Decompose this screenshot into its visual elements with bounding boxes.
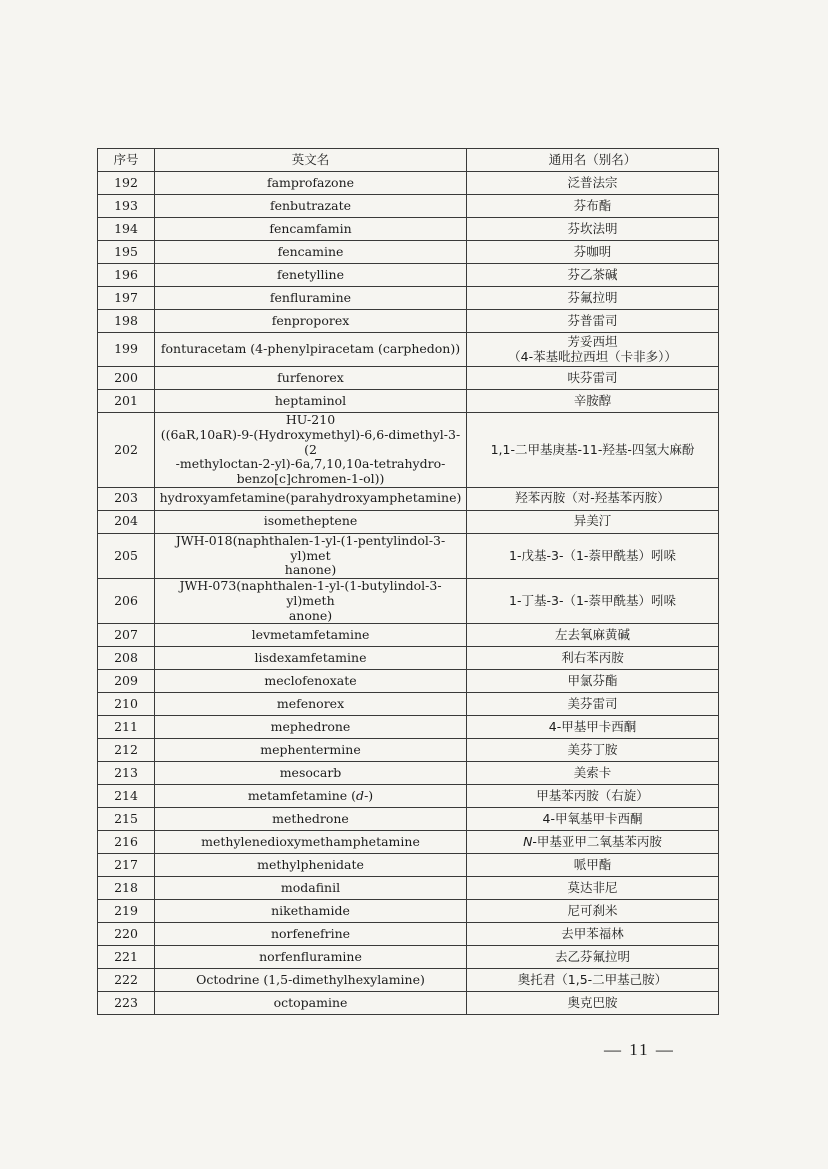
row-common-name: 1-戊基-3-（1-萘甲酰基）吲哚 bbox=[467, 533, 719, 578]
table-row bbox=[98, 946, 719, 969]
row-number: 207 bbox=[98, 624, 155, 647]
header-number: 序号 bbox=[98, 149, 155, 172]
row-english-name: methedrone bbox=[155, 808, 467, 831]
row-common-name: 利右苯丙胺 bbox=[467, 647, 719, 670]
row-common-name: 羟苯丙胺（对-羟基苯丙胺） bbox=[467, 487, 719, 510]
table-row bbox=[98, 333, 719, 367]
table-row bbox=[98, 969, 719, 992]
table-row bbox=[98, 992, 719, 1015]
row-number: 204 bbox=[98, 510, 155, 533]
table-row bbox=[98, 218, 719, 241]
row-english-name: metamfetamine (d-) bbox=[155, 785, 467, 808]
row-english-name: nikethamide bbox=[155, 900, 467, 923]
row-number: 195 bbox=[98, 241, 155, 264]
row-english-name: methylphenidate bbox=[155, 854, 467, 877]
row-english-name: norfenfluramine bbox=[155, 946, 467, 969]
header-english-name: 英文名 bbox=[155, 149, 467, 172]
row-common-name: 甲基苯丙胺（右旋） bbox=[467, 785, 719, 808]
row-number: 209 bbox=[98, 670, 155, 693]
row-english-name: mephedrone bbox=[155, 716, 467, 739]
row-common-name: 泛普法宗 bbox=[467, 172, 719, 195]
row-number: 202 bbox=[98, 413, 155, 488]
row-number: 193 bbox=[98, 195, 155, 218]
row-common-name: 左去氧麻黄碱 bbox=[467, 624, 719, 647]
row-english-name: Octodrine (1,5-dimethylhexylamine) bbox=[155, 969, 467, 992]
table-row bbox=[98, 287, 719, 310]
row-common-name: N-甲基亚甲二氧基苯丙胺 bbox=[467, 831, 719, 854]
row-common-name: 芬坎法明 bbox=[467, 218, 719, 241]
row-english-name: meclofenoxate bbox=[155, 670, 467, 693]
table-row bbox=[98, 900, 719, 923]
table-row bbox=[98, 647, 719, 670]
row-common-name: 芬咖明 bbox=[467, 241, 719, 264]
row-number: 214 bbox=[98, 785, 155, 808]
row-english-name: famprofazone bbox=[155, 172, 467, 195]
row-english-name: fenbutrazate bbox=[155, 195, 467, 218]
row-common-name: 4-甲氧基甲卡西酮 bbox=[467, 808, 719, 831]
table-row bbox=[98, 579, 719, 624]
row-number: 198 bbox=[98, 310, 155, 333]
row-number: 220 bbox=[98, 923, 155, 946]
row-english-name: mesocarb bbox=[155, 762, 467, 785]
row-number: 211 bbox=[98, 716, 155, 739]
row-common-name: 芬普雷司 bbox=[467, 310, 719, 333]
row-number: 201 bbox=[98, 390, 155, 413]
table-row bbox=[98, 854, 719, 877]
row-number: 197 bbox=[98, 287, 155, 310]
table-row bbox=[98, 923, 719, 946]
table-row bbox=[98, 310, 719, 333]
row-common-name: 芬布酯 bbox=[467, 195, 719, 218]
row-english-name: fenfluramine bbox=[155, 287, 467, 310]
row-english-name: levmetamfetamine bbox=[155, 624, 467, 647]
row-english-name: furfenorex bbox=[155, 367, 467, 390]
row-common-name: 美索卡 bbox=[467, 762, 719, 785]
table-row bbox=[98, 739, 719, 762]
row-common-name: 哌甲酯 bbox=[467, 854, 719, 877]
row-common-name: 甲氯芬酯 bbox=[467, 670, 719, 693]
table-row bbox=[98, 413, 719, 488]
table-row bbox=[98, 487, 719, 510]
row-common-name: 奥托君（1,5-二甲基己胺） bbox=[467, 969, 719, 992]
table-row bbox=[98, 762, 719, 785]
table-row bbox=[98, 831, 719, 854]
row-number: 205 bbox=[98, 533, 155, 578]
row-number: 219 bbox=[98, 900, 155, 923]
row-number: 217 bbox=[98, 854, 155, 877]
table-row bbox=[98, 624, 719, 647]
row-number: 223 bbox=[98, 992, 155, 1015]
row-common-name: 1,1-二甲基庚基-11-羟基-四氢大麻酚 bbox=[467, 413, 719, 488]
row-common-name: 去乙芬氟拉明 bbox=[467, 946, 719, 969]
row-common-name: 芬乙茶碱 bbox=[467, 264, 719, 287]
row-common-name: 美芬雷司 bbox=[467, 693, 719, 716]
row-common-name: 奥克巴胺 bbox=[467, 992, 719, 1015]
page-number: — 11 — bbox=[604, 1040, 675, 1059]
row-english-name: lisdexamfetamine bbox=[155, 647, 467, 670]
row-common-name: 4-甲基甲卡西酮 bbox=[467, 716, 719, 739]
row-english-name: isometheptene bbox=[155, 510, 467, 533]
row-number: 213 bbox=[98, 762, 155, 785]
row-english-name: HU-210 ((6aR,10aR)-9-(Hydroxymethyl)-6,6-dimethyl-3-(2 -methyloctan-2-yl)-6a,7,10,10a-tetrahydro- benzo[c]chromen-1-ol)) bbox=[155, 413, 467, 488]
row-english-name: mefenorex bbox=[155, 693, 467, 716]
row-common-name: 尼可刹米 bbox=[467, 900, 719, 923]
row-number: 215 bbox=[98, 808, 155, 831]
row-number: 196 bbox=[98, 264, 155, 287]
row-english-name: fenproporex bbox=[155, 310, 467, 333]
table-row bbox=[98, 241, 719, 264]
table-body bbox=[98, 172, 719, 1015]
table-row bbox=[98, 390, 719, 413]
row-common-name: 辛胺醇 bbox=[467, 390, 719, 413]
header-common-name: 通用名（别名） bbox=[467, 149, 719, 172]
row-english-name: octopamine bbox=[155, 992, 467, 1015]
row-number: 212 bbox=[98, 739, 155, 762]
row-number: 203 bbox=[98, 487, 155, 510]
table-row bbox=[98, 670, 719, 693]
table-row bbox=[98, 533, 719, 578]
row-english-name: heptaminol bbox=[155, 390, 467, 413]
row-common-name: 呋芬雷司 bbox=[467, 367, 719, 390]
row-english-name: methylenedioxymethamphetamine bbox=[155, 831, 467, 854]
row-common-name: 美芬丁胺 bbox=[467, 739, 719, 762]
row-number: 200 bbox=[98, 367, 155, 390]
table-row bbox=[98, 808, 719, 831]
table-row bbox=[98, 877, 719, 900]
row-english-name: fencamine bbox=[155, 241, 467, 264]
row-number: 218 bbox=[98, 877, 155, 900]
row-number: 216 bbox=[98, 831, 155, 854]
row-number: 210 bbox=[98, 693, 155, 716]
row-common-name: 去甲苯福林 bbox=[467, 923, 719, 946]
table-row bbox=[98, 264, 719, 287]
row-english-name: JWH-073(naphthalen-1-yl-(1-butylindol-3-yl)meth anone) bbox=[155, 579, 467, 624]
row-english-name: norfenefrine bbox=[155, 923, 467, 946]
row-number: 194 bbox=[98, 218, 155, 241]
row-number: 206 bbox=[98, 579, 155, 624]
row-english-name: fenetylline bbox=[155, 264, 467, 287]
row-number: 199 bbox=[98, 333, 155, 367]
row-english-name: fonturacetam (4-phenylpiracetam (carphedon)) bbox=[155, 333, 467, 367]
table-row bbox=[98, 716, 719, 739]
row-english-name: JWH-018(naphthalen-1-yl-(1-pentylindol-3-yl)met hanone) bbox=[155, 533, 467, 578]
row-common-name: 1-丁基-3-（1-萘甲酰基）吲哚 bbox=[467, 579, 719, 624]
row-number: 192 bbox=[98, 172, 155, 195]
row-english-name: mephentermine bbox=[155, 739, 467, 762]
row-common-name: 异美汀 bbox=[467, 510, 719, 533]
row-english-name: modafinil bbox=[155, 877, 467, 900]
row-english-name: hydroxyamfetamine(parahydroxyamphetamine) bbox=[155, 487, 467, 510]
table-header-row bbox=[98, 149, 719, 172]
drug-table bbox=[97, 148, 719, 1015]
row-number: 222 bbox=[98, 969, 155, 992]
table-row bbox=[98, 693, 719, 716]
table-row bbox=[98, 785, 719, 808]
row-common-name: 芬氟拉明 bbox=[467, 287, 719, 310]
table-row bbox=[98, 195, 719, 218]
table-row bbox=[98, 172, 719, 195]
row-common-name: 莫达非尼 bbox=[467, 877, 719, 900]
table-row bbox=[98, 510, 719, 533]
table-row bbox=[98, 367, 719, 390]
row-english-name: fencamfamin bbox=[155, 218, 467, 241]
row-number: 208 bbox=[98, 647, 155, 670]
row-common-name: 芳妥西坦 （4-苯基吡拉西坦（卡非多）） bbox=[467, 333, 719, 367]
row-number: 221 bbox=[98, 946, 155, 969]
